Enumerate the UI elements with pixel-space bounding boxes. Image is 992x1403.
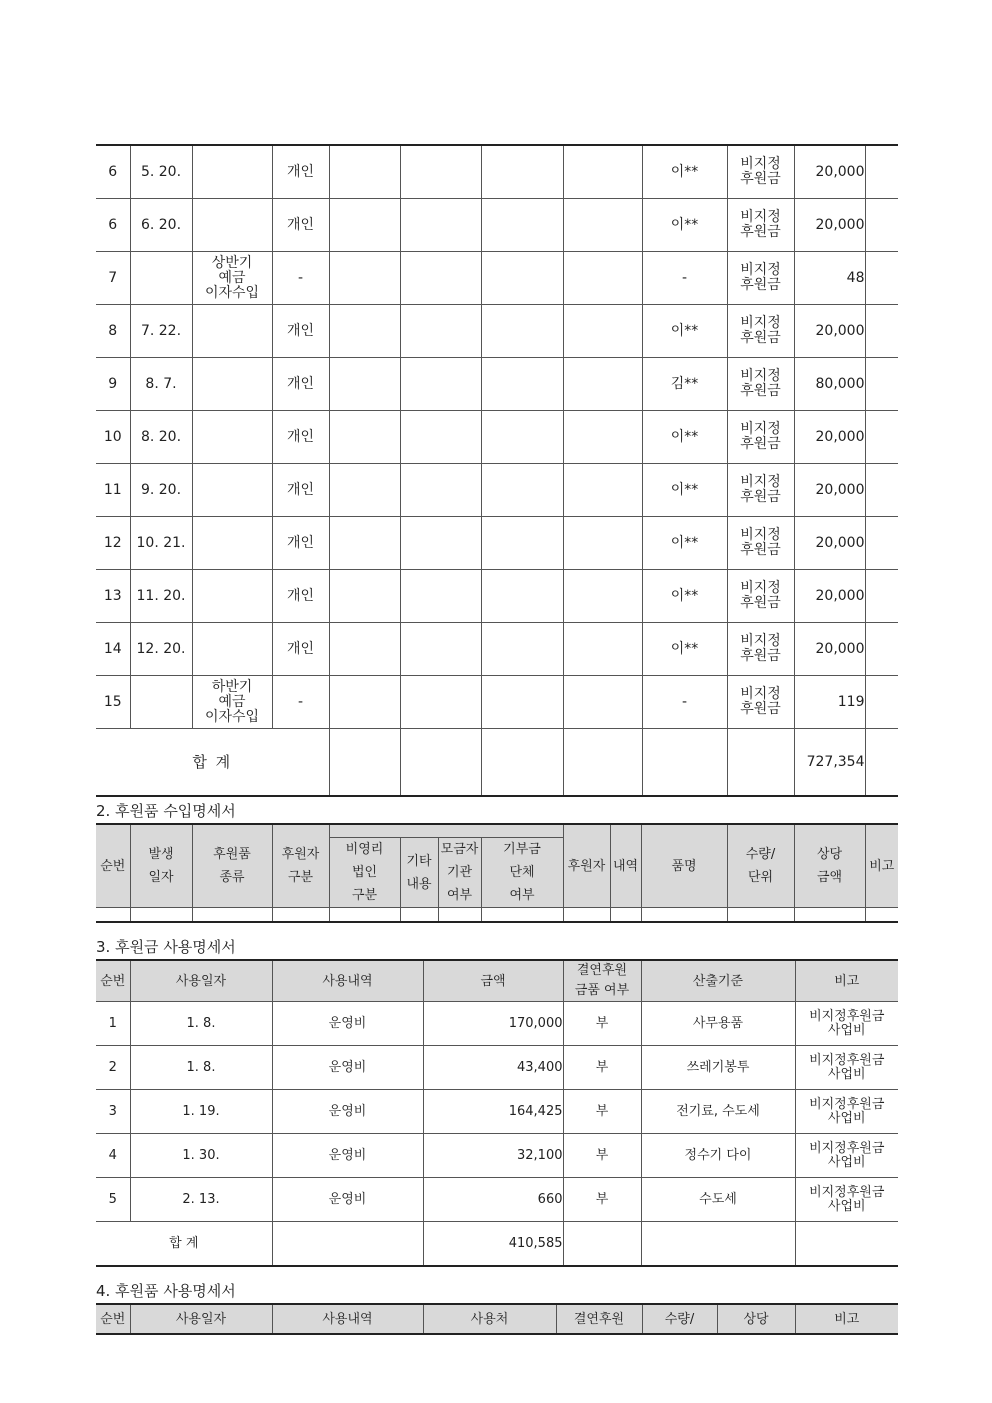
row-no: 1 [96,1002,130,1046]
row-no: 10 [96,411,130,464]
row-note [865,411,898,464]
goods-income-table [96,823,898,923]
table-row [96,1178,898,1222]
row-kind: 비지정 후원금 [727,145,794,199]
row-kind: 비지정 후원금 [727,464,794,517]
row-note: 비지정후원금 사업비 [795,1134,898,1178]
row-usage: 운영비 [272,1046,423,1090]
row-amount: 48 [794,252,865,305]
section-3-title: 3. 후원금 사용명세서 [96,938,236,956]
row-usage: 운영비 [272,1134,423,1178]
row-donor-type: - [272,252,329,305]
row-category [192,517,272,570]
table-row [96,1090,898,1134]
header-value: 상당 금액 [794,824,865,908]
row-category [192,464,272,517]
row-amount: 32,100 [423,1134,563,1178]
row-note [865,570,898,623]
row-kind: 비지정 후원금 [727,305,794,358]
header-linked: 결연후원 [556,1304,642,1334]
row-amount: 80,000 [794,358,865,411]
row-kind: 비지정 후원금 [727,517,794,570]
row-no: 13 [96,570,130,623]
row-amount: 20,000 [794,623,865,676]
row-no: 7 [96,252,130,305]
row-note: 비지정후원금 사업비 [795,1046,898,1090]
document-page [96,144,898,1335]
row-amount: 170,000 [423,1002,563,1046]
total-amount: 410,585 [423,1222,563,1267]
header-place: 사용처 [423,1304,556,1334]
table-row [96,411,898,464]
row-no: 6 [96,199,130,252]
header-date: 사용일자 [130,1304,272,1334]
row-no: 9 [96,358,130,411]
header-donation-org: 기부금 단체 여부 [481,838,563,908]
row-donor-type: 개인 [272,199,329,252]
row-linked: 부 [563,1046,641,1090]
row-kind: 비지정 후원금 [727,358,794,411]
row-date: 6. 20. [130,199,192,252]
header-note: 비고 [865,824,898,908]
row-date: 7. 22. [130,305,192,358]
row-kind: 비지정 후원금 [727,570,794,623]
row-donor-type: 개인 [272,464,329,517]
total-label: 합 계 [96,1222,272,1267]
row-date: 1. 19. [130,1090,272,1134]
row-date [130,676,192,729]
row-linked: 부 [563,1002,641,1046]
row-donor-type: 개인 [272,570,329,623]
table-row [96,517,898,570]
row-donor: 이** [642,623,727,676]
table-row [96,358,898,411]
row-basis: 쓰레기봉투 [641,1046,795,1090]
table-row [96,252,898,305]
total-amount: 727,354 [794,729,865,797]
row-usage: 운영비 [272,1002,423,1046]
header-fundraiser: 모금자 기관 여부 [438,838,481,908]
row-amount: 20,000 [794,570,865,623]
header-note: 비고 [795,960,898,1002]
row-note [865,623,898,676]
table-row [96,676,898,729]
row-date: 8. 7. [130,358,192,411]
row-note [865,676,898,729]
table-row [96,570,898,623]
header-date: 발생 일자 [130,824,192,908]
row-basis: 수도세 [641,1178,795,1222]
row-usage: 운영비 [272,1090,423,1134]
table-row [96,145,898,199]
row-note: 비지정후원금 사업비 [795,1002,898,1046]
row-basis: 전기료, 수도세 [641,1090,795,1134]
row-donor-type: 개인 [272,623,329,676]
row-category [192,145,272,199]
row-no: 3 [96,1090,130,1134]
row-amount: 20,000 [794,199,865,252]
row-kind: 비지정 후원금 [727,252,794,305]
row-kind: 비지정 후원금 [727,411,794,464]
row-note [865,252,898,305]
row-no: 4 [96,1134,130,1178]
header-no: 순번 [96,1304,130,1334]
row-category [192,358,272,411]
usage-total-row [96,1222,898,1267]
row-note [865,517,898,570]
row-date: 10. 21. [130,517,192,570]
header-usage: 사용내역 [272,1304,423,1334]
row-no: 11 [96,464,130,517]
row-no: 2 [96,1046,130,1090]
row-note [865,305,898,358]
header-note: 비고 [795,1304,898,1334]
row-amount: 119 [794,676,865,729]
row-date: 5. 20. [130,145,192,199]
row-donor: 이** [642,517,727,570]
row-donor: 이** [642,464,727,517]
row-donor-type: 개인 [272,305,329,358]
table-row [96,464,898,517]
row-basis: 사무용품 [641,1002,795,1046]
row-amount: 164,425 [423,1090,563,1134]
row-date: 8. 20. [130,411,192,464]
row-note [865,199,898,252]
row-amount: 20,000 [794,517,865,570]
header-no: 순번 [96,960,130,1002]
row-date: 1. 8. [130,1002,272,1046]
row-no: 15 [96,676,130,729]
row-amount: 20,000 [794,411,865,464]
table-row [96,1046,898,1090]
total-label: 합 계 [96,729,329,797]
empty-row [96,908,898,923]
table-row [96,199,898,252]
row-category: 하반기 예금 이자수입 [192,676,272,729]
income-total-row [96,729,898,797]
row-date: 12. 20. [130,623,192,676]
header-linked: 결연후원 금품 여부 [563,960,641,1002]
row-donor: 이** [642,199,727,252]
fund-usage-table [96,959,898,1267]
row-donor-type: 개인 [272,411,329,464]
row-amount: 20,000 [794,305,865,358]
header-donor-type: 후원자 구분 [272,824,329,908]
row-no: 12 [96,517,130,570]
row-amount: 660 [423,1178,563,1222]
row-category [192,199,272,252]
row-note [865,358,898,411]
row-linked: 부 [563,1090,641,1134]
row-date [130,252,192,305]
header-donor: 후원자 [563,824,610,908]
row-note: 비지정후원금 사업비 [795,1178,898,1222]
header-detail: 내역 [610,824,641,908]
row-donor: - [642,676,727,729]
row-no: 8 [96,305,130,358]
row-donor: 이** [642,145,727,199]
table-row [96,1134,898,1178]
row-basis: 정수기 다이 [641,1134,795,1178]
table-row [96,1002,898,1046]
row-donor: 이** [642,305,727,358]
row-category [192,623,272,676]
section-2-title: 2. 후원품 수입명세서 [96,802,236,820]
row-amount: 20,000 [794,464,865,517]
row-date: 2. 13. [130,1178,272,1222]
header-qty: 수량/ [642,1304,717,1334]
header-usage: 사용내역 [272,960,423,1002]
row-donor: 이** [642,570,727,623]
row-donor: - [642,252,727,305]
row-amount: 20,000 [794,145,865,199]
row-note [865,145,898,199]
row-donor: 이** [642,411,727,464]
table-row [96,305,898,358]
row-note [865,464,898,517]
row-date: 9. 20. [130,464,192,517]
row-category [192,305,272,358]
row-date: 1. 8. [130,1046,272,1090]
row-category [192,411,272,464]
row-category: 상반기 예금 이자수입 [192,252,272,305]
donation-income-table [96,144,898,797]
row-donor-type: 개인 [272,517,329,570]
header-basis: 산출기준 [641,960,795,1002]
header-qty: 수량/ 단위 [727,824,794,908]
row-category [192,570,272,623]
header-item: 품명 [641,824,727,908]
header-nonprofit: 비영리 법인 구분 [329,838,400,908]
header-amount: 금액 [423,960,563,1002]
row-date: 11. 20. [130,570,192,623]
row-donor-type: - [272,676,329,729]
row-kind: 비지정 후원금 [727,676,794,729]
row-note: 비지정후원금 사업비 [795,1090,898,1134]
row-usage: 운영비 [272,1178,423,1222]
table-row [96,623,898,676]
row-linked: 부 [563,1178,641,1222]
goods-usage-table [96,1303,898,1335]
row-donor: 김** [642,358,727,411]
header-no: 순번 [96,824,130,908]
row-no: 14 [96,623,130,676]
header-date: 사용일자 [130,960,272,1002]
row-kind: 비지정 후원금 [727,199,794,252]
row-linked: 부 [563,1134,641,1178]
row-amount: 43,400 [423,1046,563,1090]
section-4-title: 4. 후원품 사용명세서 [96,1282,236,1300]
header-other: 기타 내용 [400,838,438,908]
row-donor-type: 개인 [272,145,329,199]
row-no: 5 [96,1178,130,1222]
header-value: 상당 [717,1304,795,1334]
header-goods-type: 후원품 종류 [192,824,272,908]
row-date: 1. 30. [130,1134,272,1178]
row-kind: 비지정 후원금 [727,623,794,676]
row-no: 6 [96,145,130,199]
row-donor-type: 개인 [272,358,329,411]
